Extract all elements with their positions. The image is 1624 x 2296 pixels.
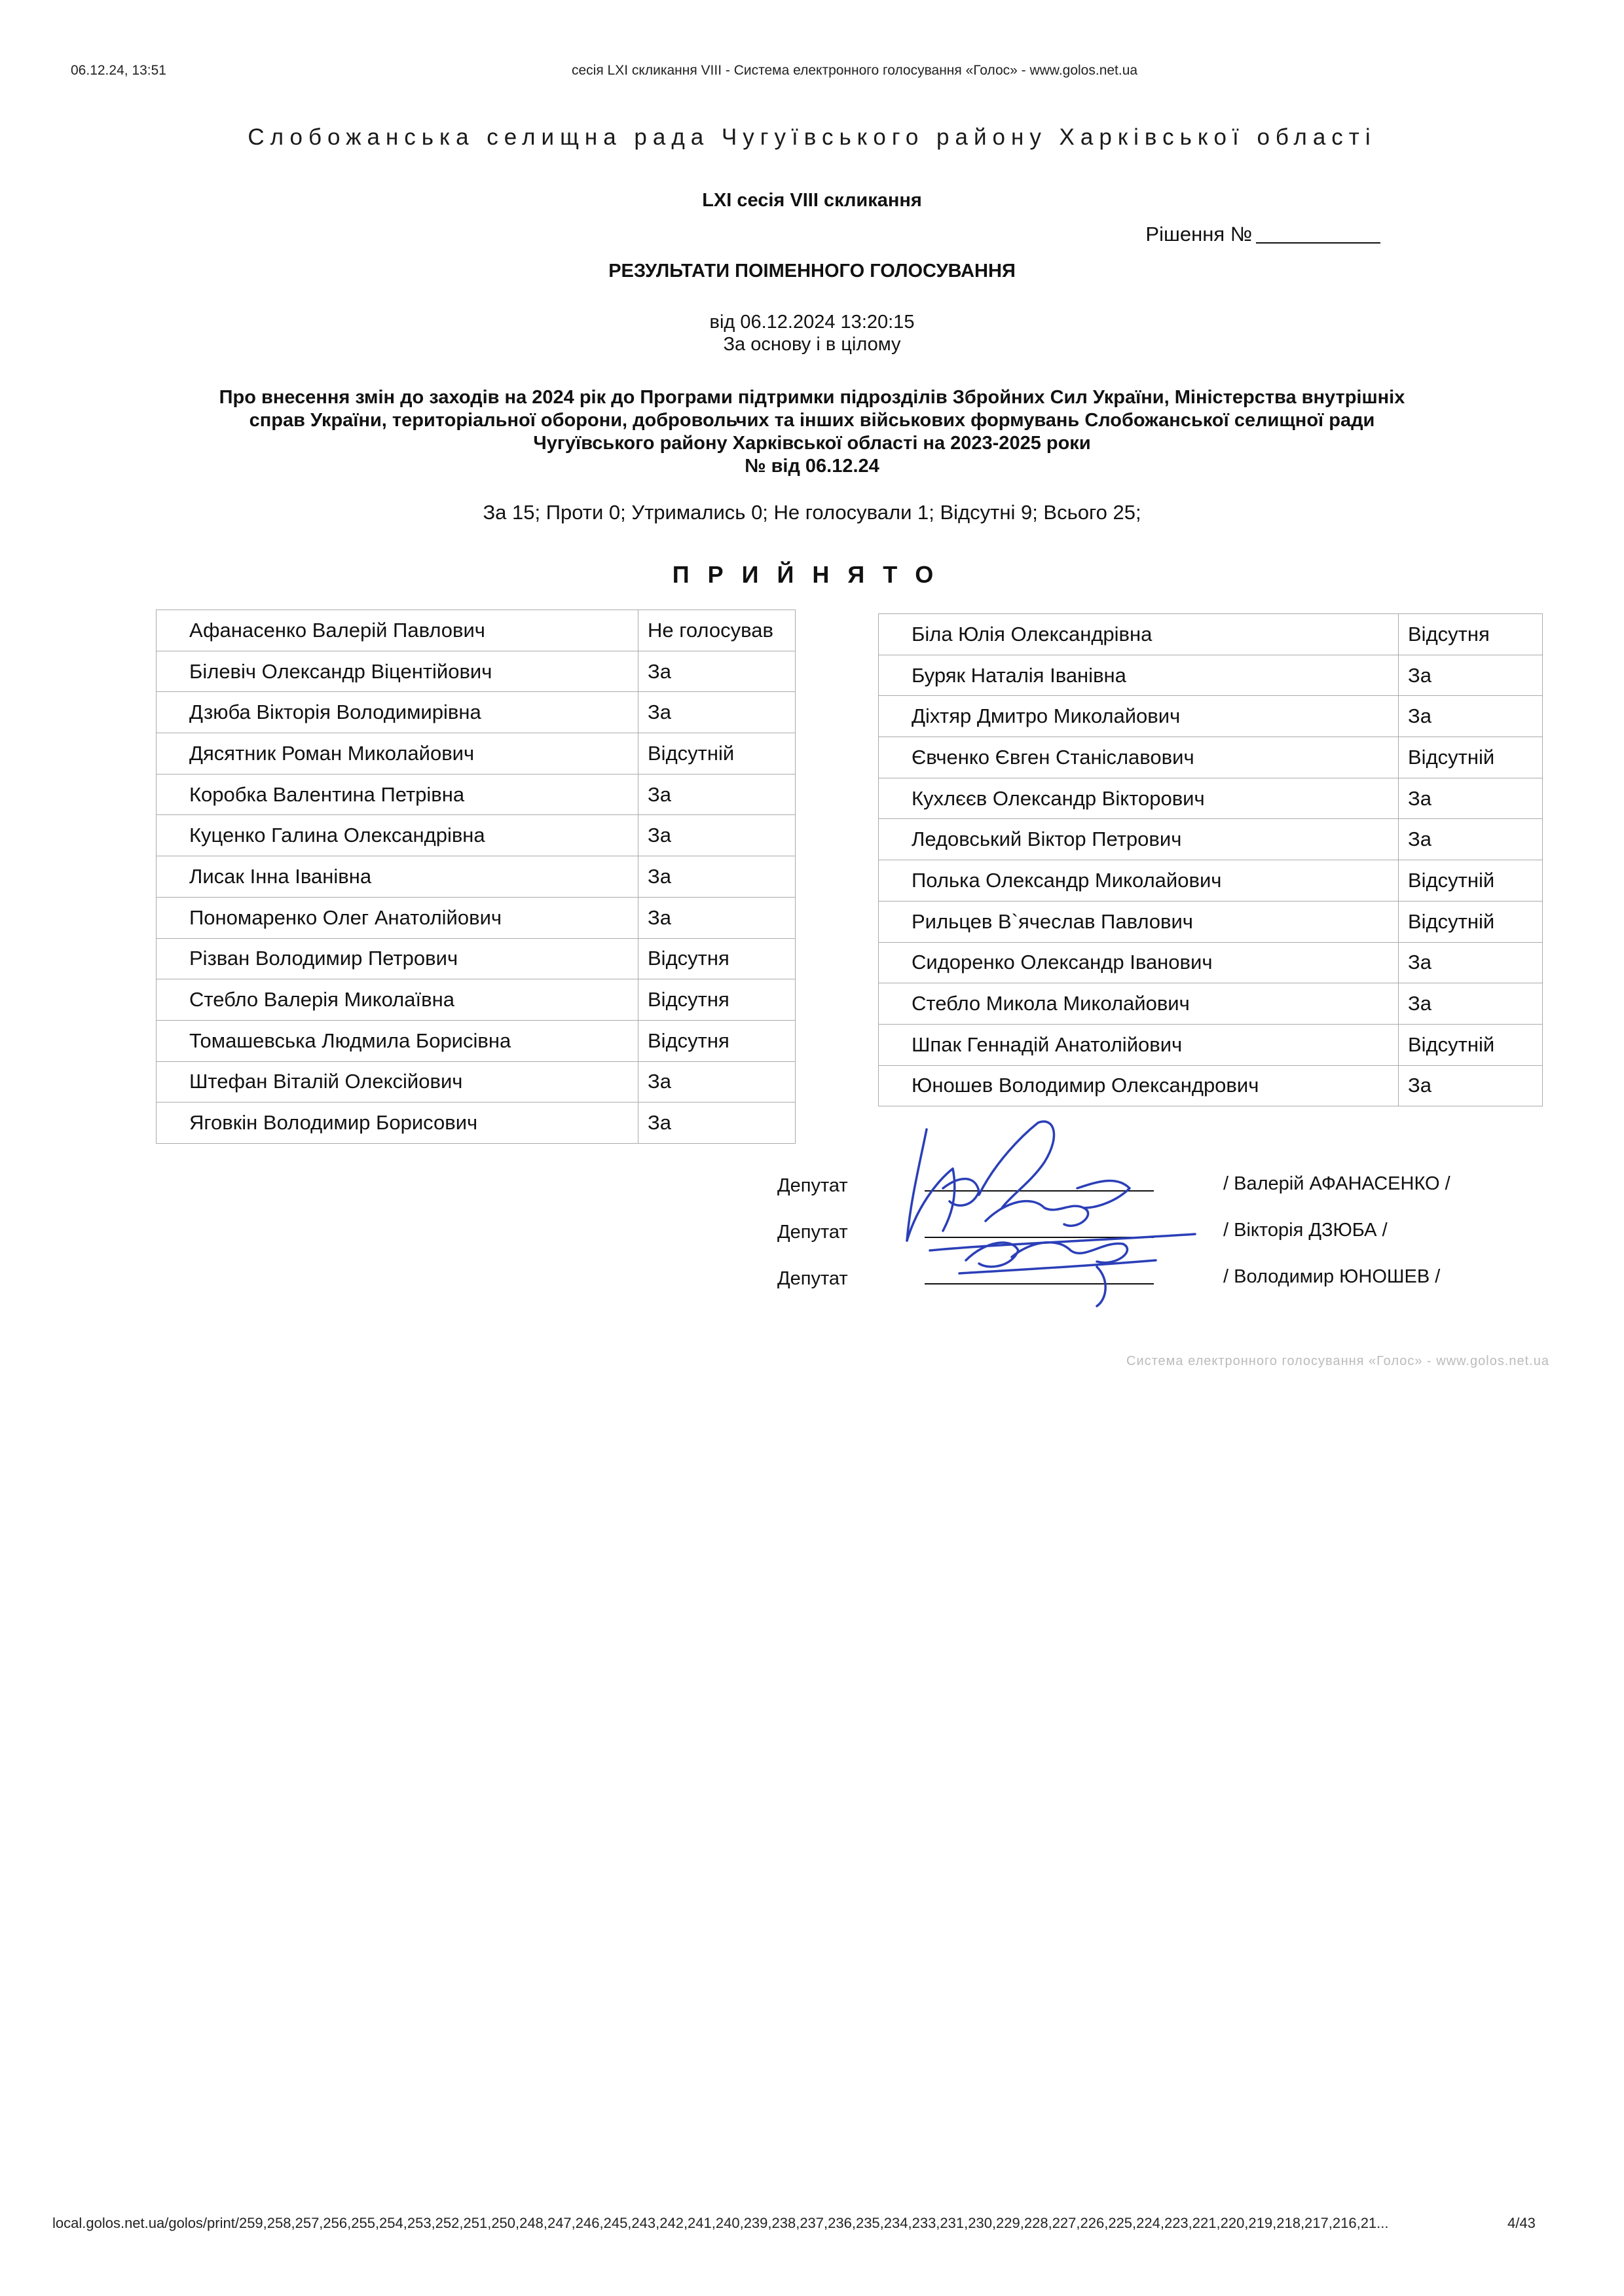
vote-value: Відсутній [1399,1024,1543,1065]
deputy-name: Стебло Валерія Миколаївна [157,979,638,1021]
vote-totals: За 15; Проти 0; Утримались 0; Не голосували 1; Відсутні 9; Всього 25; [483,501,1141,524]
vote-value: Відсутня [638,1020,796,1061]
deputy-name: Дзюба Вікторія Володимирівна [157,692,638,733]
signature-role-2: Депутат [777,1222,848,1243]
vote-value: За [1399,819,1543,860]
signature-stroke [979,1121,1054,1208]
signature-stroke [986,1201,1088,1226]
table-row [879,901,1543,942]
vote-value: За [638,897,796,938]
table-row [157,733,796,774]
table-row [879,942,1543,983]
vote-value: Не голосував [638,610,796,651]
votes-table-left [156,610,796,1144]
table-row [157,692,796,733]
deputy-name: Дясятник Роман Миколайович [157,733,638,774]
deputy-name: Яговкін Володимир Борисович [157,1102,638,1144]
deputy-name: Штефан Віталій Олексійович [157,1061,638,1102]
deputy-name: Полька Олександр Миколайович [879,860,1399,902]
table-row [879,614,1543,655]
handwritten-signatures [881,1110,1247,1319]
deputy-name: Шпак Геннадій Анатолійович [879,1024,1399,1065]
page-number: 4/43 [1507,2215,1536,2231]
deputy-name: Афанасенко Валерій Павлович [157,610,638,651]
subject-line: Про внесення змін до заходів на 2024 рік до Програми підтримки підрозділів Збройних Сил України, Міністерства внутрішніх [219,387,1405,408]
vote-value: Відсутня [638,938,796,979]
vote-value: Відсутній [1399,860,1543,902]
vote-value: За [638,1102,796,1144]
table-row [157,1102,796,1144]
signature-name-3: / Володимир ЮНОШЕВ / [1223,1266,1441,1287]
vote-value: За [638,856,796,898]
deputy-name: Томашевська Людмила Борисівна [157,1020,638,1061]
table-row [157,1061,796,1102]
signature-stroke [943,1179,979,1206]
signature-stroke [1012,1243,1127,1263]
outcome-label: ПРИЙНЯТО [672,561,952,588]
deputy-name: Різван Володимир Петрович [157,938,638,979]
votes-table-right [878,613,1543,1106]
table-row [157,651,796,692]
vote-value: За [638,774,796,815]
vote-value: Відсутній [1399,737,1543,778]
council-name: Слобожанська селищна рада Чугуївського району Харківської області [248,124,1376,150]
vote-date-block [0,311,1624,355]
table-row [157,938,796,979]
deputy-name: Рильцев В`ячеслав Павлович [879,901,1399,942]
table-row [879,1024,1543,1065]
vote-value: За [1399,942,1543,983]
decision-number-blank [1256,224,1380,244]
signature-role-3: Депутат [777,1268,848,1289]
vote-value: За [638,815,796,856]
deputy-name: Лисак Інна Іванівна [157,856,638,898]
vote-value: За [1399,983,1543,1025]
footer-url: local.golos.net.ua/golos/print/259,258,257,256,255,254,253,252,251,250,248,247,246,245,243,242,241,240,239,238,237,236,235,234,233,231,230,229,228,227,226,225,224,223,221,220,219,218,217,216,21... [52,2215,1389,2231]
vote-value: За [1399,1065,1543,1106]
deputy-name: Діхтяр Дмитро Миколайович [879,696,1399,737]
signature-stroke [930,1234,1195,1250]
table-row [879,655,1543,696]
vote-value: Відсутня [1399,614,1543,655]
deputy-name: Сидоренко Олександр Іванович [879,942,1399,983]
signature-role-1: Депутат [777,1175,848,1196]
vote-value: За [638,651,796,692]
table-row [157,1020,796,1061]
vote-value: За [1399,655,1543,696]
signature-stroke [1097,1267,1105,1306]
decision-subject [164,386,1460,478]
table-row [157,979,796,1021]
vote-value: За [1399,696,1543,737]
table-row [157,815,796,856]
deputy-name: Коробка Валентина Петрівна [157,774,638,815]
table-row [157,774,796,815]
signature-stroke [1077,1180,1130,1208]
subject-line: справ України, територіальної оборони, добровольчих та інших військових формувань Слобожанської селищної ради [249,410,1375,431]
deputy-name: Біла Юлія Олександрівна [879,614,1399,655]
deputy-name: Куценко Галина Олександрівна [157,815,638,856]
table-row [879,983,1543,1025]
vote-value: Відсутній [1399,901,1543,942]
vote-value: За [638,692,796,733]
print-timestamp: 06.12.24, 13:51 [71,63,166,78]
subject-line: Чугуївського району Харківської області на 2023-2025 роки [533,433,1091,454]
deputy-name: Буряк Наталія Іванівна [879,655,1399,696]
deputy-name: Білевіч Олександр Віцентійович [157,651,638,692]
table-row [879,1065,1543,1106]
vote-value: Відсутня [638,979,796,1021]
print-header-title: сесія LXI скликання VIII - Система електронного голосування «Голос» - www.golos.net.ua [572,63,1138,78]
results-title: РЕЗУЛЬТАТИ ПОІМЕННОГО ГОЛОСУВАННЯ [608,261,1016,282]
table-row [879,737,1543,778]
table-row [879,819,1543,860]
vote-value: За [1399,778,1543,819]
deputy-name: Юношев Володимир Олександрович [879,1065,1399,1106]
session-title: LXI сесія VIII скликання [702,190,922,211]
table-row [879,860,1543,902]
table-row [157,897,796,938]
subject-line: № від 06.12.24 [745,456,879,477]
table-row [879,696,1543,737]
decision-label: Рішення № [1145,223,1252,246]
vote-value: Відсутній [638,733,796,774]
deputy-name: Ледовський Віктор Петрович [879,819,1399,860]
signature-name-1: / Валерій АФАНАСЕНКО / [1223,1173,1450,1194]
deputy-name: Євченко Євген Станіславович [879,737,1399,778]
system-watermark: Система електронного голосування «Голос» - www.golos.net.ua [1126,1354,1550,1368]
deputy-name: Пономаренко Олег Анатолійович [157,897,638,938]
decision-number [1145,223,1380,246]
table-row [157,610,796,651]
table-row [879,778,1543,819]
signature-name-2: / Вікторія ДЗЮБА / [1223,1220,1388,1241]
vote-value: За [638,1061,796,1102]
deputy-name: Кухлєєв Олександр Вікторович [879,778,1399,819]
signature-stroke [907,1169,955,1241]
vote-date: від 06.12.2024 13:20:15 [709,312,915,333]
vote-basis: За основу і в цілому [723,334,901,355]
deputy-name: Стебло Микола Миколайович [879,983,1399,1025]
table-row [157,856,796,898]
signature-stroke [907,1129,927,1241]
